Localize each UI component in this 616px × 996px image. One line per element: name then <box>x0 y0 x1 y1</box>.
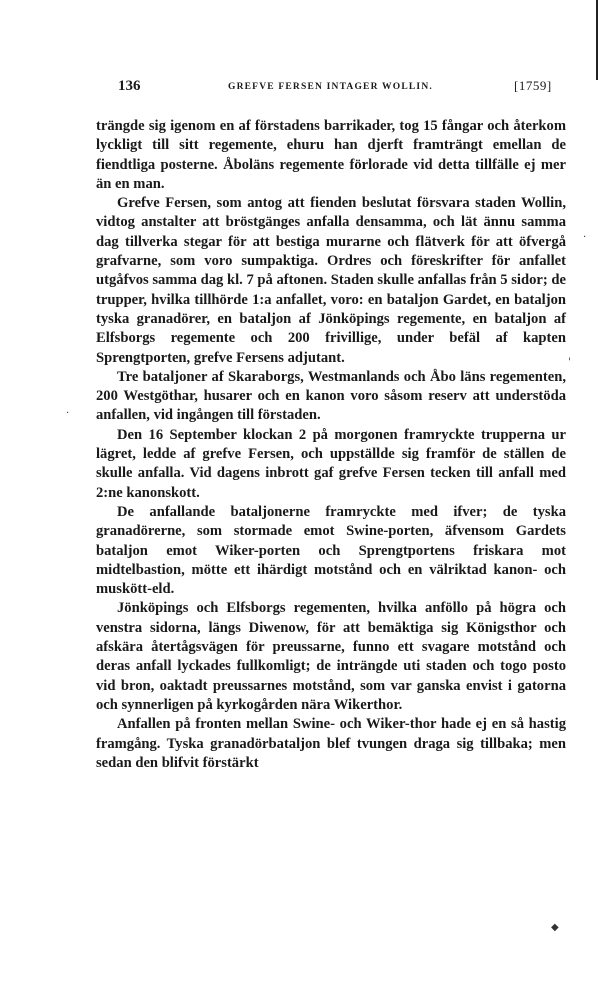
year-marker: [1759] <box>514 78 552 93</box>
print-speck-icon: ◆ <box>551 922 559 933</box>
paragraph: Den 16 September klockan 2 på morgonen framryckte trupperna ur lägret, ledde af grefve Fersen, och uppställde sig framför de ställen de skulle anfalla. Vid dagens inbrott gaf grefve Fersen tecken till anfall med 2:ne kanonskott. <box>96 426 566 501</box>
running-head: GREFVE FERSEN INTAGER WOLLIN. <box>228 82 433 92</box>
page-header <box>96 78 566 98</box>
print-speck-icon: · <box>583 232 587 243</box>
paragraph: trängde sig igenom en af förstadens barrikader, tog 15 fångar och återkom lyckligt till sitt regemente, ehuru han djerft framträngt emellan de fiendtliga posterne. Åboläns regemente förlorade vid detta tillfälle ej mer än en man. <box>96 118 566 192</box>
paragraph: Anfallen på fronten mellan Swine- och Wiker-thor hade ej en så hastig framgång. Tyska granadörbataljon blef tvungen draga sig tillbaka; men sedan den blifvit förstärkt <box>96 716 566 771</box>
body-text <box>96 117 566 773</box>
paragraph: Jönköpings och Elfsborgs regementen, hvilka anföllo på högra och venstra sidorna, längs Diwenow, för att bemäktiga sig Königsthor och afskära återtågsvägen för preussarne, funno ett svagare motstånd och deras anfall lyckades fullkomligt; de inträngde uti staden och togo posto vid bron, oaktadt preussarnes motstånd, som var ganska envist i gatorna och synnerligen på kyrkogården nära Wikerthor. <box>96 600 566 713</box>
paragraph: Grefve Fersen, som antog att fienden beslutat försvara staden Wollin, vidtog anstalter att bröstgänges anfalla densamma, och lät ännu samma dag tillverka stegar för att bestiga murarne och flätverk för att öfvergå grafvarne, som voro sumpaktiga. Ordres och föreskrifter för anfallet utgåfvos samma dag kl. 7 på aftonen. Staden skulle anfallas från 5 sidor; de trupper, hvilka tillhörde 1:a anfallet, voro: en bataljon Gardet, en bataljon tyska granadörer, en bataljon af Jönköpings regemente, en bataljon af Elfsborgs regemente och 200 frivillige, under befäl af kapten Sprengtporten, grefve Fersens adjutant. <box>96 195 566 366</box>
page-number: 136 <box>118 78 141 94</box>
paragraph: De anfallande bataljonerne framryckte med ifver; de tyska granadörerne, som stormade emot Swine-porten, äfvensom Gardets bataljon emot Wiker-porten och Sprengtportens friskara mot midtelbastion, mötte ett ihärdigt motstånd och en välriktad kanon- och muskött-eld. <box>96 503 566 598</box>
print-speck-icon: · <box>66 408 70 419</box>
print-speck-icon: ' <box>568 357 571 368</box>
margin-rule <box>596 0 598 80</box>
paragraph: Tre bataljoner af Skaraborgs, Westmanlands och Åbo läns regementen, 200 Westgöthar, husarer och en kanon voro såsom reserv att understöda anfallen, vid ingången till förstaden. <box>96 368 566 424</box>
